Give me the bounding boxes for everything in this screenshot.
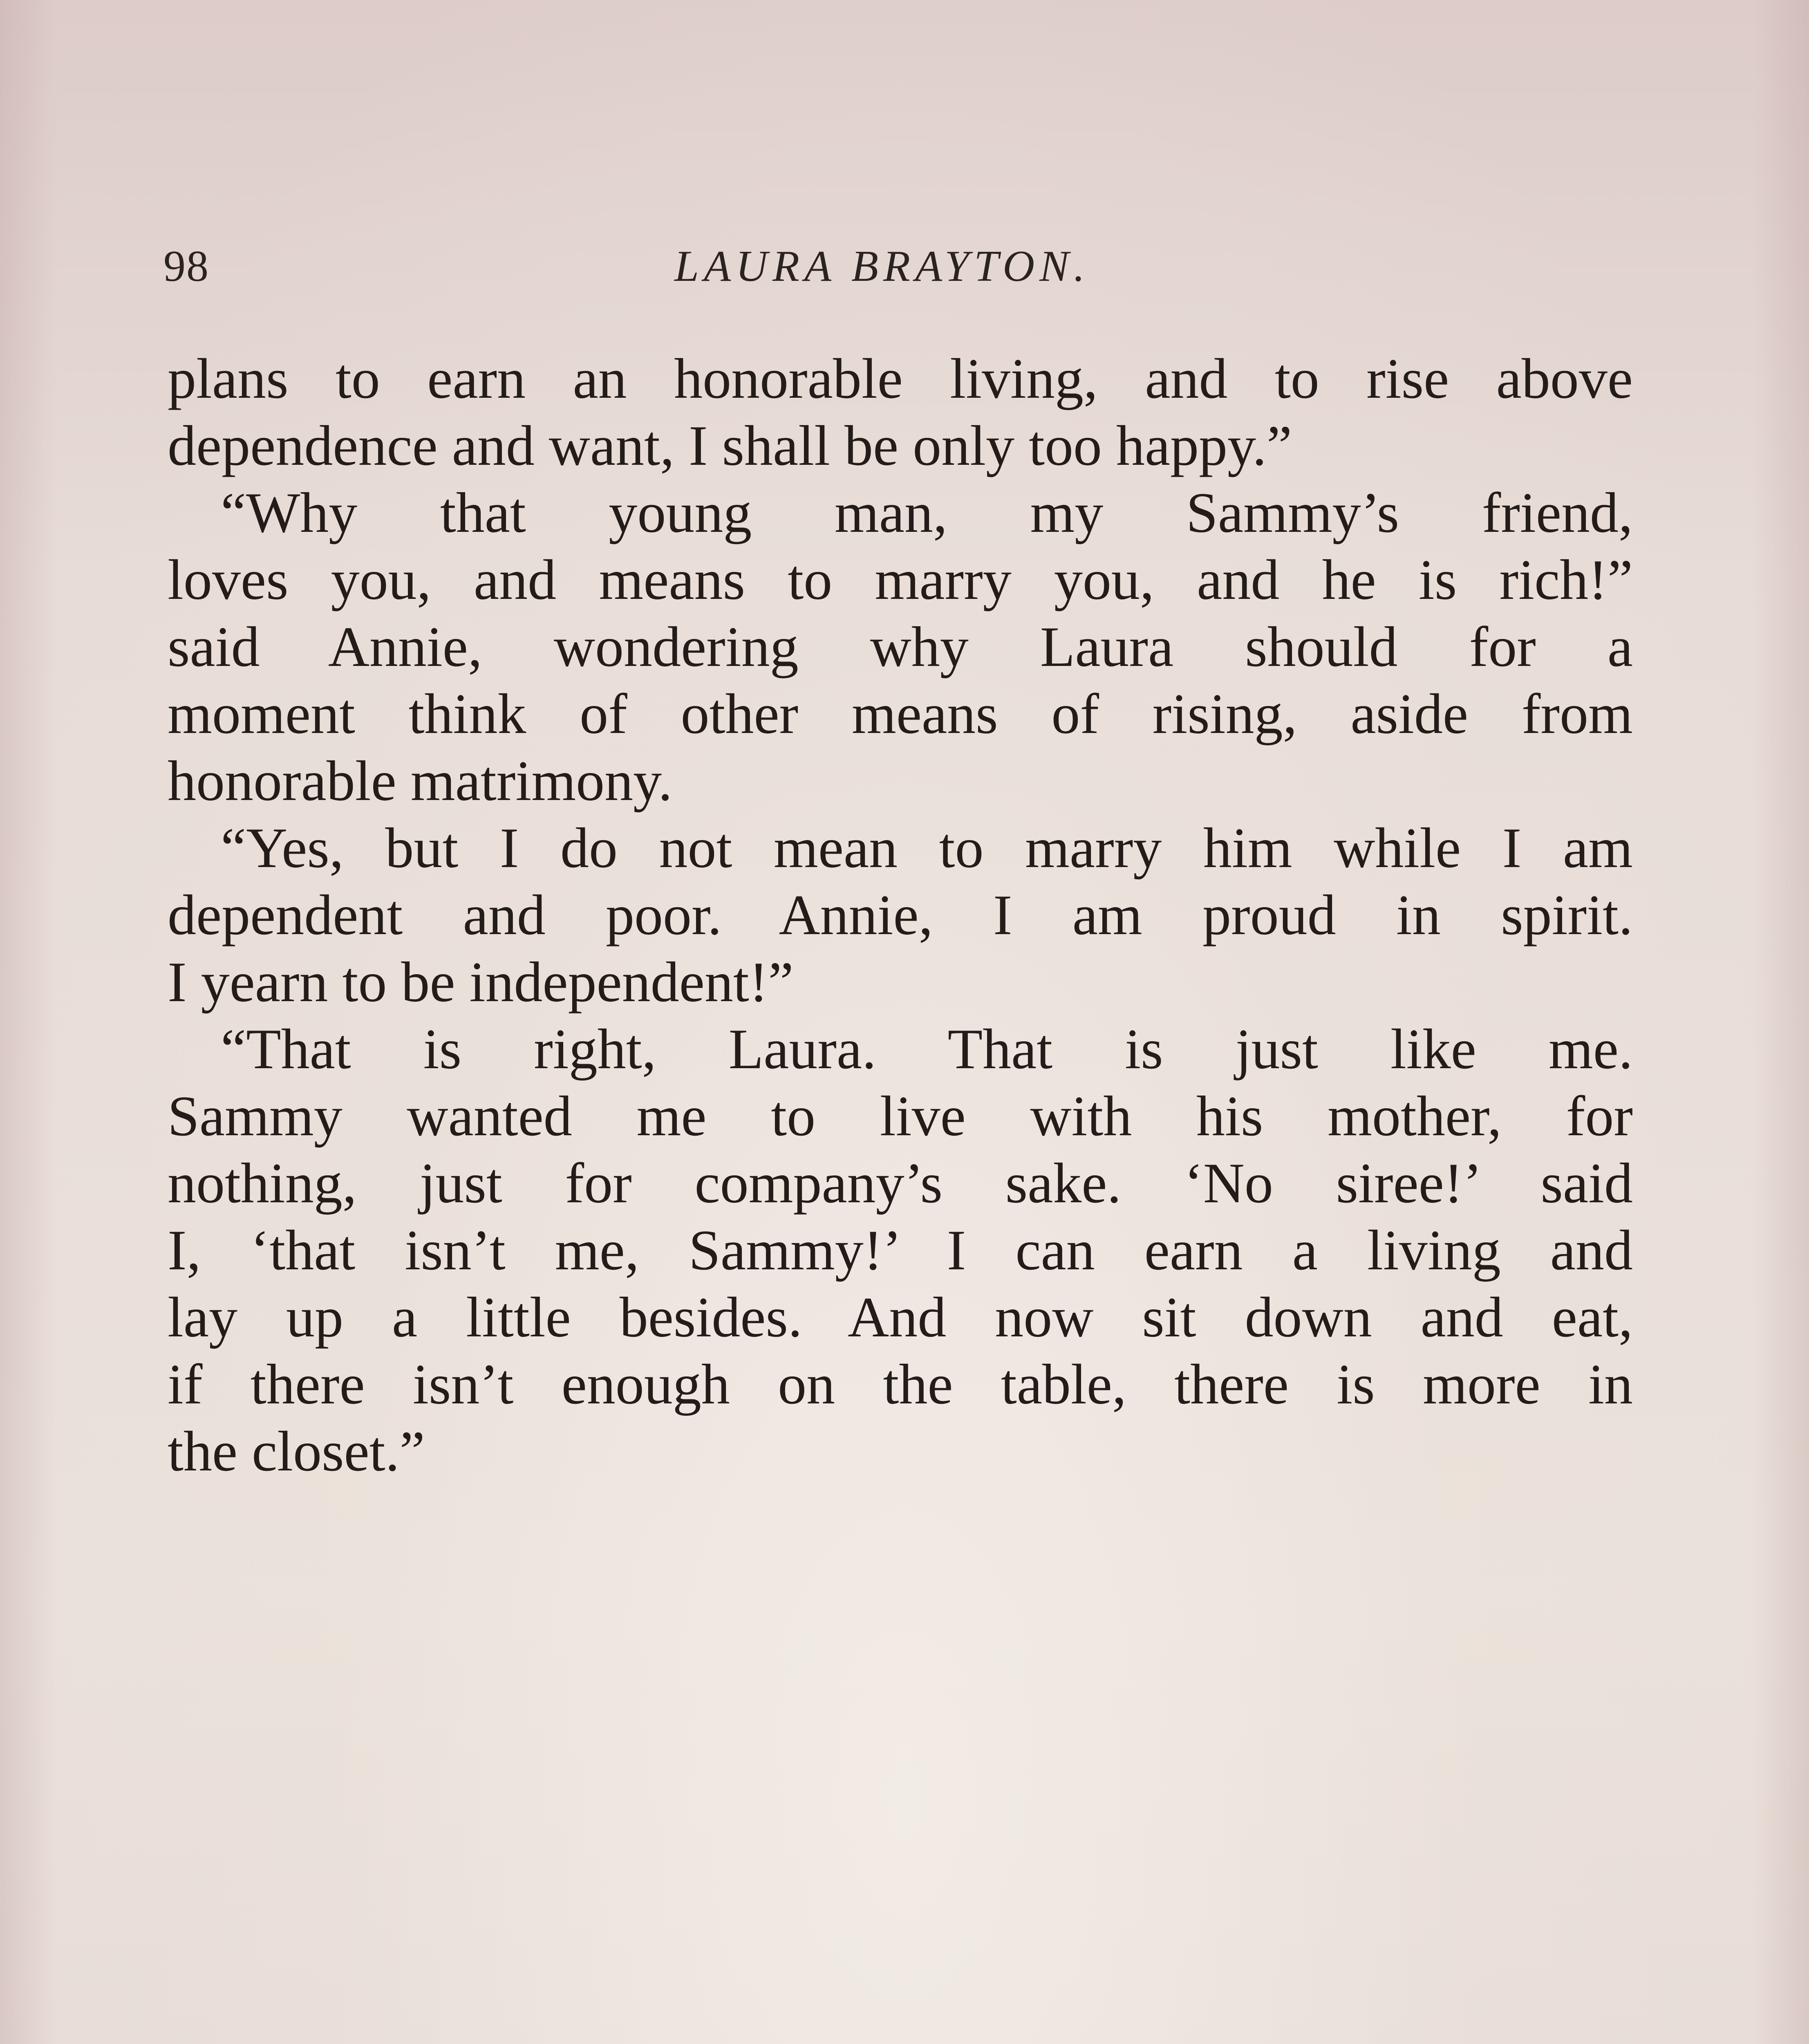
text-line: dependent and poor. Annie, I am proud in spirit. [168,883,1633,947]
text-line: I, ‘that isn’t me, Sammy!’ I can earn a living and [168,1219,1633,1282]
text-line: dependence and want, I shall be only too happy.” [168,414,1292,477]
text-line: “Why that young man, my Sammy’s friend, [221,481,1633,545]
body-text [168,345,1633,1485]
text-line: moment think of other means of rising, aside from [168,682,1633,746]
text-line: Sammy wanted me to live with his mother, for [168,1085,1633,1148]
text-line: nothing, just for company’s sake. ‘No siree!’ said [168,1152,1633,1215]
text-line: honorable matrimony. [168,749,673,813]
paper-edge-shadow-left [0,0,57,2044]
text-line: if there isn’t enough on the table, there is more in [168,1353,1633,1416]
page-number: 98 [163,242,209,291]
text-line: said Annie, wondering why Laura should for a [168,615,1633,679]
text-line: “Yes, but I do not mean to marry him while I am [221,816,1633,880]
page-header [163,241,1635,303]
text-line: loves you, and means to marry you, and he is rich!” [168,548,1633,612]
text-line: “That is right, Laura. That is just like me. [221,1018,1633,1081]
running-title: LAURA BRAYTON. [674,242,1090,291]
text-line: plans to earn an honorable living, and to rise above [168,347,1633,410]
paper-edge-shadow-right [1752,0,1809,2044]
text-line: I yearn to be independent!” [168,950,794,1014]
text-line: lay up a little besides. And now sit down and eat, [168,1286,1633,1349]
text-line: the closet.” [168,1420,425,1483]
